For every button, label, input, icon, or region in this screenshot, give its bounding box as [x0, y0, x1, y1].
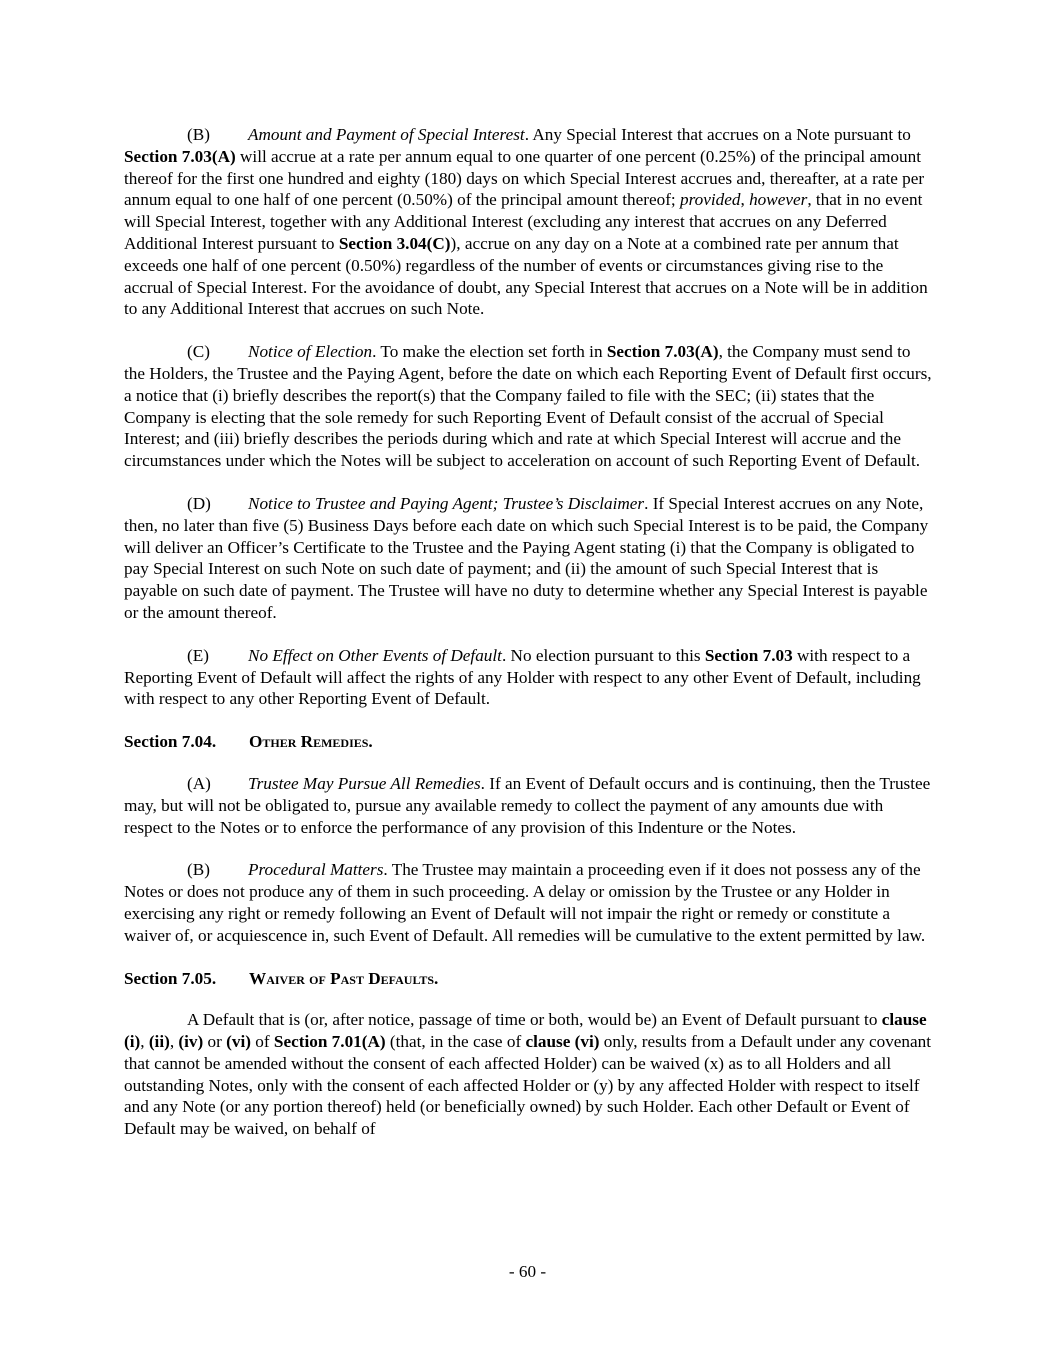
paragraph-caption: Trustee May Pursue All Remedies	[248, 773, 481, 793]
paragraph-caption: Procedural Matters	[248, 860, 384, 880]
paragraph-label: (E)	[187, 645, 209, 665]
paragraph-label: (B)	[187, 860, 210, 880]
paragraph-waiver: A Default that is (or, after notice, passage of time or both, would be) an Event of Default pursuant to clause (i), (ii), (iv) or (vi) of Section 7.01(A) (that, in the case of clause (vi) only, results from a Default under any covenant that cannot be amended without the consent of each affected Holder) can be waived (x) as to all Holders and all outstanding Notes, only with the consent of each affected Holder or (y) by any affected Holder with respect to itself and any Note (or any portion thereof) held (or beneficially owned) by such Holder. Each other Default or Event of Default may be waived, on behalf of	[124, 1010, 932, 1139]
paragraph-caption: Notice to Trustee and Paying Agent; Trustee’s Disclaimer	[248, 493, 645, 513]
paragraph-caption: Amount and Payment of Special Interest	[248, 125, 525, 144]
paragraph-label: (A)	[187, 773, 211, 793]
section-reference: Section 3.04(C)	[338, 233, 451, 253]
clause-reference: (vi)	[226, 1032, 251, 1052]
paragraph-procedural-matters: (B) Procedural Matters. The Trustee may maintain a proceeding even if it does not possess any of the Notes or does not produce any of them in such proceeding. A delay or omission by the Trustee or any Holder in exercising any right or remedy following an Event of Default will not impair the right or remedy or constitute a waiver of, or acquiescence in, such Event of Default. All remedies will be cumulative to the extent permitted by law.	[124, 860, 926, 945]
section-reference: Section 7.03(A)	[606, 342, 719, 362]
section-reference: Section 7.03	[704, 645, 793, 665]
section-title: Waiver of Past Defaults.	[249, 968, 439, 988]
section-title: Other Remedies.	[249, 732, 373, 752]
paragraph-label: (B)	[187, 125, 210, 144]
clause-reference: clause (vi)	[525, 1032, 600, 1052]
paragraph-trustee-may-pursue: (A) Trustee May Pursue All Remedies. If an Event of Default occurs and is continuing, then the Trustee may, but will not be obligated to, pursue any available remedy to collect the payment of any amounts due with respect to the Notes or to enforce the performance of any provision of this Indenture or the Notes.	[124, 773, 931, 837]
paragraph-label: (D)	[187, 493, 211, 513]
section-heading-705	[124, 968, 932, 990]
section-reference: Section 7.03(A)	[124, 146, 236, 166]
document-page	[124, 124, 932, 1161]
clause-reference: (ii)	[148, 1032, 170, 1052]
clause-reference: (iv)	[178, 1032, 204, 1052]
page-number: - 60 -	[508, 1262, 547, 1281]
section-heading-704	[124, 731, 932, 753]
section-number: Section 7.05.	[124, 968, 217, 988]
paragraph-caption: Notice of Election	[248, 342, 373, 362]
paragraph-notice-to-trustee: (D) Notice to Trustee and Paying Agent; Trustee’s Disclaimer. If Special Interest accrues on any Note, then, no later than five (5) Business Days before each date on which such Special Interest is to be paid, the Company will deliver an Officer’s Certificate to the Trustee and the Paying Agent stating (i) that the Company is obligated to pay Special Interest on such Note on such date of payment; and (ii) the amount of such Special Interest that is payable on such date of payment. The Trustee will have no duty to determine whether any Special Interest is payable or the amount thereof.	[124, 493, 929, 622]
paragraph-label: (C)	[187, 342, 210, 362]
paragraph-special-interest: (B) Amount and Payment of Special Interest. Any Special Interest that accrues on a Note pursuant to Section 7.03(A) will accrue at a rate per annum equal to one quarter of one percent (0.25%) of the principal amount thereof for the first one hundred and eighty (180) days on which Special Interest accrues and, thereafter, at a rate per annum equal to one half of one percent (0.50%) of the principal amount thereof; provided, however, that in no event will Special Interest, together with any Additional Interest (excluding any interest that accrues on any Deferred Additional Interest pursuant to Section 3.04(C)), accrue on any day on a Note at a combined rate per annum that exceeds one half of one percent (0.50%) regardless of the number of events or circumstances giving rise to the accrual of Special Interest. For the avoidance of doubt, any Special Interest that accrues on a Note will be in addition to any Additional Interest that accrues on such Note.	[124, 125, 928, 319]
paragraph-notice-of-election: (C) Notice of Election. To make the election set forth in Section 7.03(A), the Company must send to the Holders, the Trustee and the Paying Agent, before the date on which each Reporting Event of Default first occurs, a notice that (i) briefly describes the report(s) that the Company failed to file with the SEC; (ii) states that the Company is electing that the sole remedy for such Reporting Event of Default consist of the accrual of Special Interest; and (iii) briefly describes the periods during which and rate at which Special Interest will accrue and the circumstances under which the Notes will be subject to acceleration on account of such Reporting Event of Default.	[124, 342, 932, 471]
section-reference: Section 7.01(A)	[273, 1032, 386, 1052]
paragraph-no-effect: (E) No Effect on Other Events of Default. No election pursuant to this Section 7.03 with respect to a Reporting Event of Default will affect the rights of any Holder with respect to any other Event of Default, including with respect to any other Reporting Event of Default.	[124, 645, 921, 709]
paragraph-caption: No Effect on Other Events of Default	[248, 645, 502, 665]
clause-reference: clause (i)	[124, 1010, 927, 1052]
section-number: Section 7.04.	[124, 732, 217, 752]
